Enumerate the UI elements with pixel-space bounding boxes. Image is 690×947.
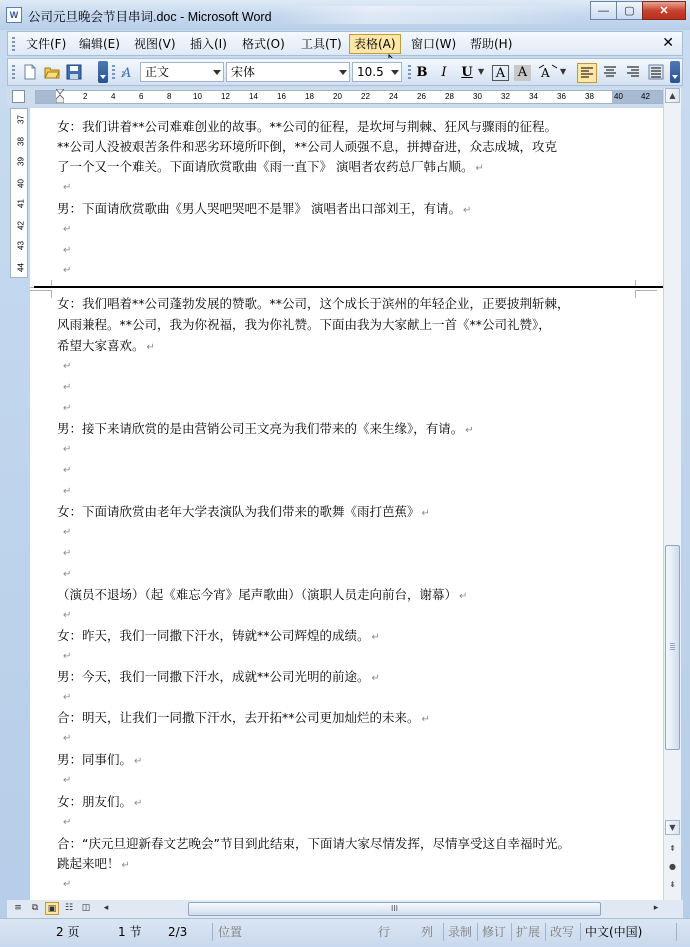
select-browse-object-icon[interactable]: ●	[669, 862, 676, 871]
document-close-icon[interactable]: ✕	[662, 35, 674, 51]
svg-text:A: A	[541, 66, 550, 80]
paragraph-mark-icon: ↵	[63, 651, 72, 662]
status-page[interactable]: 2 页	[56, 925, 80, 939]
ruler-number: 4	[111, 92, 116, 101]
ruler-number: 38	[585, 92, 594, 101]
vertical-scrollbar[interactable]	[663, 88, 681, 900]
paragraph[interactable]	[57, 502, 430, 524]
status-pages[interactable]: 2/3	[168, 925, 188, 939]
paragraph-text: 女：我们讲着**公司难难创业的故事。**公司的征程，是坎坷与荆棘、狂风与骤雨的征程。	[57, 119, 558, 134]
toolbar-grip-icon[interactable]	[12, 65, 15, 79]
character-shading-button[interactable]: A	[514, 65, 531, 81]
open-folder-icon[interactable]	[44, 64, 60, 80]
dropdown-arrow-icon[interactable]	[213, 70, 221, 75]
align-right-button[interactable]	[623, 63, 643, 83]
status-language[interactable]: 中文(中国)	[585, 925, 643, 939]
paragraph-mark-icon: ↵	[63, 733, 72, 744]
scroll-left-button[interactable]: ◂	[103, 903, 109, 913]
menu-table[interactable]: 表格(A)	[349, 34, 401, 54]
vruler-number: 43	[16, 241, 26, 250]
paragraph-mark-icon: ↵	[63, 548, 72, 559]
status-extend[interactable]: 扩展	[516, 925, 541, 939]
paragraph-text: 男：接下来请欣赏的是由营销公司王文亮为我们带来的《来生缘》，有请。	[57, 421, 464, 436]
paragraph-mark-icon: ↵	[63, 382, 72, 393]
character-scaling-icon[interactable]	[538, 64, 558, 80]
paragraph-mark-icon: ↵	[63, 527, 72, 538]
paragraph-mark-icon: ↵	[371, 632, 380, 643]
paragraph-mark-icon: ↵	[63, 569, 72, 580]
paragraph-text: 风雨兼程。**公司，我为你祝福，我为你礼赞。下面由我为大家献上一首《**公司礼赞》，	[57, 317, 551, 332]
status-separator	[676, 923, 677, 941]
status-section[interactable]: 1 节	[118, 925, 142, 939]
ruler-left-margin	[36, 91, 56, 103]
ruler-number: 24	[389, 92, 398, 101]
web-layout-view-icon[interactable]: ⧉	[31, 903, 39, 913]
paragraph-mark-icon: ↵	[459, 591, 468, 602]
toolbar-overflow-button[interactable]	[670, 61, 680, 83]
paragraph-mark-icon: ↵	[63, 182, 72, 193]
ruler-number: 12	[221, 92, 230, 101]
vruler-number: 42	[16, 221, 26, 230]
paragraph[interactable]	[57, 834, 572, 856]
menu-help[interactable]: 帮助(H)	[470, 37, 513, 51]
status-separator	[477, 923, 478, 941]
paragraph-mark-icon: ↵	[63, 610, 72, 621]
outline-view-icon[interactable]: ☷	[64, 903, 74, 913]
status-separator	[545, 923, 546, 941]
ruler-number: 16	[277, 92, 286, 101]
scroll-down-button[interactable]: ▼	[665, 820, 680, 835]
font-combo[interactable]	[226, 62, 350, 82]
horizontal-ruler[interactable]	[35, 90, 663, 104]
page-corner-mark	[30, 290, 52, 298]
paragraph-text: 了一个又一个难关。下面请欣赏歌曲《雨一直下》 演唱者农药总厂韩占顺。	[57, 159, 474, 174]
ruler-number: 26	[417, 92, 426, 101]
style-combo[interactable]	[140, 62, 224, 82]
ruler-number: 18	[305, 92, 314, 101]
status-overtype[interactable]: 改写	[550, 925, 575, 939]
paragraph-mark-icon: ↵	[121, 860, 130, 871]
ruler-number: 8	[167, 92, 172, 101]
new-document-icon[interactable]	[22, 64, 38, 80]
paragraph-mark-icon: ↵	[63, 224, 72, 235]
paragraph-text: 合：明天，让我们一同撒下汗水，去开拓**公司更加灿烂的未来。	[57, 710, 420, 725]
paragraph-mark-icon: ↵	[63, 692, 72, 703]
tab-selector-icon[interactable]	[12, 90, 25, 103]
italic-button[interactable]: I	[441, 65, 447, 80]
paragraph[interactable]	[57, 854, 130, 876]
menu-file[interactable]: 文件(F)	[26, 37, 67, 51]
scroll-up-button[interactable]: ▲	[665, 88, 680, 103]
paragraph-mark-icon: ↵	[146, 342, 155, 353]
vruler-number: 41	[16, 199, 26, 208]
status-column[interactable]: 列	[421, 925, 434, 939]
normal-view-icon[interactable]: ≡	[14, 903, 22, 913]
ruler-number: 14	[249, 92, 258, 101]
next-page-icon[interactable]: ⇟	[669, 880, 676, 889]
status-separator	[212, 923, 213, 941]
paragraph-text: 女：我们唱着**公司蓬勃发展的赞歌。**公司，这个成长于滨州的年轻企业，正要披荆斩棘，	[57, 296, 570, 311]
paragraph-mark-icon: ↵	[63, 817, 72, 828]
title-bar[interactable]	[0, 0, 690, 30]
dropdown-arrow-icon[interactable]	[339, 70, 347, 75]
ruler-number: 36	[557, 92, 566, 101]
font-size-combo[interactable]	[352, 62, 402, 82]
scroll-right-button[interactable]: ▸	[653, 903, 659, 913]
menu-tools[interactable]: 工具(T)	[301, 37, 342, 51]
paragraph-mark-icon: ↵	[371, 673, 380, 684]
underline-dropdown-icon[interactable]: ▼	[478, 67, 485, 76]
paragraph-mark-icon: ↵	[63, 465, 72, 476]
menu-insert[interactable]: 插入(I)	[190, 37, 227, 51]
align-center-icon	[601, 63, 619, 81]
justify-icon	[647, 63, 665, 81]
toolbar-overflow-button[interactable]	[98, 61, 108, 83]
ruler-number: 20	[333, 92, 342, 101]
paragraph-mark-icon: ↵	[134, 756, 143, 767]
menu-window[interactable]: 窗口(W)	[411, 37, 457, 51]
ruler-number: 40	[614, 92, 623, 101]
paragraph[interactable]	[57, 626, 380, 648]
vruler-number: 44	[16, 263, 26, 272]
paragraph[interactable]	[57, 294, 572, 316]
paragraph[interactable]	[57, 792, 142, 814]
ruler-number: 42	[641, 92, 650, 101]
paragraph[interactable]	[57, 315, 553, 337]
paragraph-mark-icon: ↵	[63, 265, 72, 276]
maximize-button[interactable]: ▢	[616, 1, 643, 20]
status-bar	[0, 918, 690, 947]
menu-view[interactable]: 视图(V)	[134, 37, 176, 51]
print-layout-view-icon[interactable]: ▣	[45, 902, 59, 915]
paragraph[interactable]	[57, 137, 559, 159]
reading-layout-view-icon[interactable]: ◫	[81, 903, 91, 913]
font-value: 宋体	[231, 65, 256, 79]
align-left-icon	[578, 64, 596, 82]
paragraph-text: 男：同事们。	[57, 752, 133, 767]
paragraph[interactable]	[57, 336, 155, 358]
paragraph-mark-icon: ↵	[63, 444, 72, 455]
paragraph[interactable]	[57, 708, 430, 730]
indent-marker-icon[interactable]	[56, 89, 64, 103]
paragraph-text: **公司人没被艰苦条件和恶劣环境所吓倒，**公司人顽强不息，拼搏奋进，众志成城，攻克	[57, 139, 558, 154]
paragraph[interactable]	[57, 750, 142, 772]
font-size-value: 10.5	[357, 65, 384, 79]
paragraph-mark-icon: ↵	[421, 714, 430, 725]
ruler-number: 6	[139, 92, 144, 101]
toolbar-grip-icon[interactable]	[408, 65, 411, 79]
paragraph-text: 跳起来吧！	[57, 856, 120, 871]
paragraph[interactable]	[57, 585, 467, 607]
paragraph-mark-icon: ↵	[63, 486, 72, 497]
paragraph-mark-icon: ↵	[421, 508, 430, 519]
underline-button[interactable]: U	[461, 65, 473, 80]
status-separator	[511, 923, 512, 941]
paragraph-mark-icon: ↵	[475, 163, 484, 174]
window-title: 公司元旦晚会节目串词.doc - Microsoft Word	[28, 10, 272, 24]
paragraph-text: 女：下面请欣赏由老年大学表演队为我们带来的歌舞《雨打芭蕉》	[57, 504, 420, 519]
paragraph[interactable]	[57, 199, 471, 221]
style-value: 正文	[145, 65, 170, 79]
formatting-toolbar	[7, 58, 683, 86]
word-document-icon[interactable]: W	[6, 7, 22, 23]
view-and-hscroll-bar	[7, 900, 683, 918]
paragraph-mark-icon: ↵	[462, 205, 472, 216]
ruler-number: 10	[193, 92, 202, 101]
page-break-line	[34, 286, 663, 288]
paragraph-text: 合：“庆元旦迎新春文艺晚会”节目到此结束，下面请大家尽情发挥，尽情享受这自幸福时光。	[57, 836, 570, 851]
ruler-number: 32	[501, 92, 510, 101]
paragraph-text: 男：今天，我们一同撒下汗水，成就**公司光明的前途。	[57, 669, 370, 684]
paragraph-text: 女：朋友们。	[57, 794, 133, 809]
ruler-number: 30	[473, 92, 482, 101]
paragraph[interactable]	[57, 157, 484, 179]
status-track-changes[interactable]: 修订	[482, 925, 507, 939]
character-border-button[interactable]: A	[492, 65, 509, 81]
ruler-number: 2	[83, 92, 88, 101]
paragraph-mark-icon: ↵	[63, 879, 72, 890]
vruler-number: 39	[16, 157, 26, 166]
ruler-area	[7, 88, 683, 106]
vruler-number: 37	[16, 115, 26, 124]
status-row[interactable]: 行	[378, 925, 391, 939]
ruler-number: 34	[529, 92, 538, 101]
align-center-button[interactable]	[600, 63, 620, 83]
bold-button[interactable]: B	[416, 65, 428, 80]
horizontal-scroll-thumb[interactable]: III	[188, 902, 601, 916]
paragraph[interactable]	[57, 419, 474, 441]
ruler-number: 22	[361, 92, 370, 101]
paragraph[interactable]	[57, 117, 559, 139]
dropdown-arrow-icon[interactable]	[391, 70, 399, 75]
minimize-button[interactable]: —	[590, 1, 617, 20]
status-position[interactable]: 位置	[218, 925, 243, 939]
ruler-number: 28	[445, 92, 454, 101]
menu-format[interactable]: 格式(O)	[242, 37, 285, 51]
scroll-thumb[interactable]	[665, 545, 680, 750]
paragraph-text: 男：下面请欣赏歌曲《男人哭吧哭吧不是罪》 演唱者出口部刘王，有请。	[57, 201, 461, 216]
styles-and-formatting-icon[interactable]	[120, 64, 136, 80]
justify-button[interactable]	[646, 63, 666, 83]
thumb-grip-icon	[670, 643, 675, 651]
menu-grip-icon[interactable]	[12, 37, 15, 51]
paragraph-text: 女：昨天，我们一同撒下汗水，铸就**公司辉煌的成绩。	[57, 628, 370, 643]
align-right-icon	[624, 63, 642, 81]
toolbar-grip-icon[interactable]	[112, 65, 115, 79]
status-record[interactable]: 录制	[448, 925, 473, 939]
vruler-number: 40	[16, 179, 26, 188]
align-left-button[interactable]	[577, 63, 597, 83]
background-window-ghost	[280, 6, 580, 24]
paragraph-mark-icon: ↵	[63, 361, 72, 372]
document-area[interactable]	[30, 108, 663, 900]
paragraph-mark-icon: ↵	[63, 245, 72, 256]
status-separator	[580, 923, 581, 941]
paragraph-mark-icon: ↵	[134, 798, 143, 809]
paragraph-mark-icon: ↵	[465, 425, 474, 436]
paragraph[interactable]	[57, 667, 380, 689]
previous-page-icon[interactable]: ⇞	[669, 844, 676, 853]
paragraph-text: （演员不退场）（起《难忘今宵》尾声歌曲）（演职人员走向前台，谢幕）	[57, 587, 458, 602]
page-corner-mark	[635, 290, 657, 298]
menu-edit[interactable]: 编辑(E)	[79, 37, 120, 51]
save-icon[interactable]	[66, 64, 82, 80]
vruler-number: 38	[16, 137, 26, 146]
status-separator	[443, 923, 444, 941]
paragraph-mark-icon: ↵	[63, 775, 72, 786]
vertical-ruler[interactable]	[10, 108, 28, 278]
menu-bar	[7, 31, 683, 56]
scaling-dropdown-icon[interactable]: ▼	[560, 67, 567, 76]
close-button[interactable]: ✕	[642, 1, 686, 20]
svg-text:A: A	[122, 66, 132, 80]
paragraph-mark-icon: ↵	[63, 403, 72, 414]
paragraph-text: 希望大家喜欢。	[57, 338, 145, 353]
